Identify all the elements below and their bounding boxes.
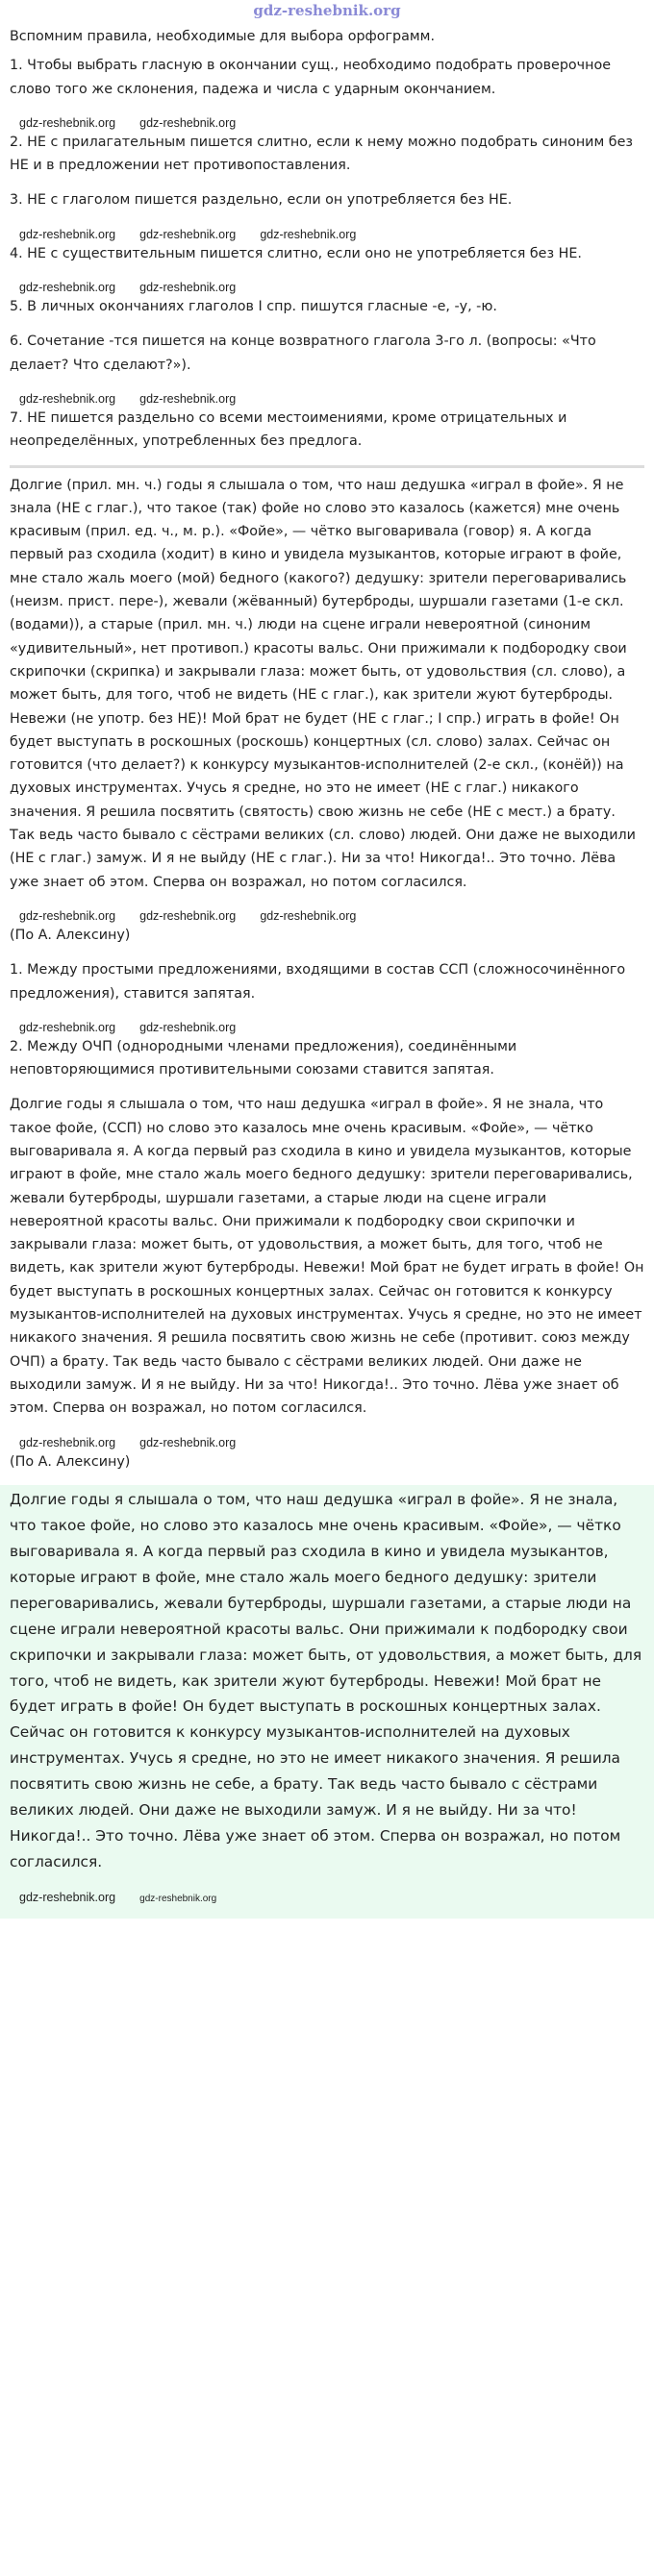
final-text-block (0, 1485, 654, 1919)
watermark: gdz-reshebnik.org (19, 1435, 116, 1449)
site-header: gdz-reshebnik.org (253, 2, 401, 19)
author-credit: (По А. Алексину) (10, 927, 131, 943)
watermark: gdz-reshebnik.org (19, 908, 116, 923)
watermark: gdz-reshebnik.org (19, 1020, 116, 1034)
intro-text: Вспомним правила, необходимые для выбора орфограмм. (10, 29, 435, 44)
watermark: gdz-reshebnik.org (260, 908, 357, 923)
watermark: gdz-reshebnik.org (19, 227, 116, 241)
rule-3: 3. НЕ с глаголом пишется раздельно, если он употребляется без НЕ. (10, 192, 513, 209)
watermark: gdz-reshebnik.org (19, 281, 116, 295)
watermark: gdz-reshebnik.org (139, 115, 237, 130)
rule-2: 2. НЕ с прилагательным пишется слитно, если к нему можно подобрать синоним без НЕ и в предложении нет противопоставления. (10, 134, 634, 174)
analysis-text: Долгие (прил. мн. ч.) годы я слышала о том, что наш дедушка «играл в фойе». Я не знала (НЕ с глаг.), что такое (так) фойе но слово это казалось (кажется) мне очень красивым (прил. ед. ч., м. р.). «Фойе», — чётко выговаривала (говор) я. А когда первый раз сходила (ходит) в кино и увидела музыкантов, которые играют в фойе, мне стало жаль моего (мой) бедного (какого?) дедушку: зрители переговаривались (неизм. прист. пере-), жевали (жёванный) бутерброды, шуршали газетами (1-е скл. (водами)), а старые (прил. мн. ч.) люди на сцене играли невероятной (синоним «удивительный», нет противоп.) красоты вальс. Они прижимали к подбородку свои скрипочки (скрипка) и закрывали глаза: может быть, от удовольствия (сл. слово), а может быть, для того, чтоб не видеть (НЕ с глаг.), как зрители жуют бутерброды. Невежи (не употр. без НЕ)! Мой брат не будет (НЕ с глаг.; I спр.) играть в фойе! Он будет выступать в роскошных (роскошь) концертных (сл. слово) залах. Сейчас он готовится (что делает?) к конкурсу музыкантов-исполнителей (2-е скл., (конёй)) на духовых инструментах. Учусь я средне, но это не имеет (НЕ с глаг.) никакого значения. Я решила посвятить (святость) свою жизнь не себе (НЕ с мест.) а брату. Так ведь часто бывало с сёстрами великих (сл. слово) людей. Они даже не выходили (НЕ с глаг.) замуж. И я не выйду (НЕ с глаг.). Ни за что! Никогда!.. Это точно. Лёва уже знает об этом. Сперва он возражал, но потом согласился. (10, 477, 636, 890)
divider (10, 465, 644, 468)
watermark: gdz-reshebnik.org (139, 1894, 217, 1905)
rule-7: 7. НЕ пишется раздельно со всеми местоимениями, кроме отрицательных и неопределённых, употребленных без предлога. (10, 409, 567, 450)
author-credit: (По А. Алексину) (10, 1453, 131, 1470)
watermark: gdz-reshebnik.org (139, 1435, 237, 1449)
punct-rule-1: 1. Между простыми предложениями, входящими в состав ССП (сложносочинённого предложения), ставится запятая. (10, 962, 626, 1002)
rule-1: 1. Чтобы выбрать гласную в окончании сущ., необходимо подобрать проверочное слово того же склонения, падежа и числа с ударным окончанием. (10, 58, 611, 97)
watermark: gdz-reshebnik.org (139, 908, 237, 923)
rule-5: 5. В личных окончаниях глаголов I спр. пишутся гласные -е, -у, -ю. (10, 299, 497, 315)
watermark: gdz-reshebnik.org (19, 391, 116, 406)
content (0, 25, 654, 1919)
punct-text: Долгие годы я слышала о том, что наш дедушка «играл в фойе». Я не знала, что такое фойе, (ССП) но слово это казалось мне очень красивым. «Фойе», — чётко выговаривала я. А когда первый раз сходила в кино и увидела музыкантов, которые играют в фойе, мне стало жаль моего бедного дедушку: зрители переговаривались, жевали бутерброды, шуршали газетами, а старые люди на сцене играли невероятной красоты вальс. Они прижимали к подбородку свои скрипочки и закрывали глаза: может быть, от удовольствия, а может быть, для того, чтоб не видеть, как зрители жуют бутерброды. Невежи! Мой брат не будет играть в фойе! Он будет выступать в роскошных концертных залах. Сейчас он готовится к конкурсу музыкантов-исполнителей на духовых инструментах. Учусь я средне, но это не имеет никакого значения. Я решила посвятить свою жизнь не себе (противит. союз между ОЧП) а брату. Так ведь часто бывало с сёстрами великих людей. Они даже не выходили замуж. И я не выйду. Ни за что! Никогда!.. Это точно. Лёва уже знает об этом. Сперва он возражал, но потом согласился. (10, 1097, 644, 1417)
rule-4: 4. НЕ с существительным пишется слитно, если оно не употребляется без НЕ. (10, 245, 582, 261)
watermark: gdz-reshebnik.org (19, 115, 116, 130)
rule-6: 6. Сочетание -тся пишется на конце возвратного глагола 3-го л. (вопросы: «Что делает? Что сделают?»). (10, 334, 596, 373)
watermark: gdz-reshebnik.org (139, 1020, 237, 1034)
watermark: gdz-reshebnik.org (139, 281, 237, 295)
final-text: Долгие годы я слышала о том, что наш дедушка «играл в фойе». Я не знала, что такое фойе, но слово это казалось мне очень красивым. «Фойе», — чётко выговаривала я. А когда первый раз сходила в кино и увидела музыкантов, которые играют в фойе, мне стало жаль моего бедного дедушку: зрители переговаривались, жевали бутерброды, шуршали газетами, а старые люди на сцене играли невероятной красоты вальс. Они прижимали к подбородку свои скрипочки и закрывали глаза: может быть, от удовольствия, а может быть, для того, чтоб не видеть, как зрители жуют бутерброды. Невежи! Мой брат не будет играть в фойе! Он будет выступать в роскошных концертных залах. Сейчас он готовится к конкурсу музыкантов-исполнителей на духовых инструментах. Учусь я средне, но это не имеет никакого значения. Я решила посвятить свою жизнь не себе, а брату. Так ведь часто бывало с сёстрами великих людей. Они даже не выходили замуж. И я не выйду. Ни за что! Никогда!.. Это точно. Лёва уже знает об этом. Сперва он возражал, но потом согласился. (10, 1490, 642, 1871)
watermark: gdz-reshebnik.org (139, 391, 237, 406)
watermark: gdz-reshebnik.org (139, 227, 237, 241)
watermark: gdz-reshebnik.org (19, 1891, 116, 1905)
punct-rule-2: 2. Между ОЧП (однородными членами предложения), соединёнными неповторяющимися противительными союзами ставится запятая. (10, 1038, 517, 1078)
watermark: gdz-reshebnik.org (260, 227, 357, 241)
